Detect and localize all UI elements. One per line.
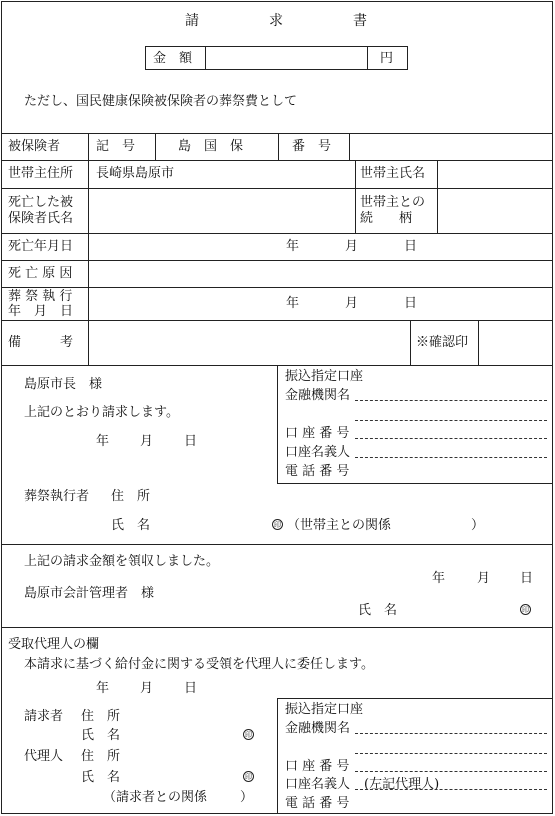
bank2-account-number-line[interactable] bbox=[355, 771, 547, 772]
claimant-address-label: 住 所 bbox=[81, 709, 121, 724]
proxy-section-title: 受取代理人の欄 bbox=[8, 637, 100, 652]
request-date-year: 年 bbox=[96, 434, 110, 449]
funeral-date-year: 年 bbox=[286, 296, 300, 311]
proxy-statement: 本請求に基づく給付金に関する受領を代理人に委任します。 bbox=[24, 657, 374, 672]
claimant-label: 請求者 bbox=[24, 709, 64, 724]
request-statement: 上記のとおり請求します。 bbox=[24, 405, 179, 420]
bank1-account-number-label: 口 座 番 号 bbox=[285, 426, 350, 441]
request-addressee: 島原市長 様 bbox=[24, 377, 103, 392]
bank1-title: 振込指定口座 bbox=[285, 369, 364, 384]
claimant-seal: 印 bbox=[245, 731, 252, 739]
bank1-institution-label: 金融機関名 bbox=[285, 388, 351, 403]
death-cause-label: 死 亡 原 因 bbox=[8, 266, 73, 281]
amount-field[interactable] bbox=[207, 48, 365, 68]
agent-label: 代理人 bbox=[24, 749, 64, 764]
receipt-name-field[interactable] bbox=[410, 600, 510, 620]
bank1-account-holder-label: 口座名義人 bbox=[285, 445, 351, 460]
kigo-value: 島 国 保 bbox=[178, 139, 244, 154]
executor-seal: 印 bbox=[274, 521, 281, 529]
remarks-field[interactable] bbox=[90, 322, 408, 363]
executor-relation-close: ） bbox=[471, 518, 485, 533]
bango-label: 番 号 bbox=[292, 139, 332, 154]
funeral-date-label-2: 年 月 日 bbox=[8, 304, 74, 319]
agent-relation-close: ） bbox=[240, 790, 254, 805]
agent-name-label: 氏 名 bbox=[81, 770, 121, 785]
proxy-date-year: 年 bbox=[96, 681, 110, 696]
deceased-label-2: 保険者氏名 bbox=[8, 211, 74, 226]
executor-address-field[interactable] bbox=[160, 486, 540, 506]
bank1-account-number-line[interactable] bbox=[355, 438, 547, 439]
bank2-institution-line[interactable] bbox=[355, 733, 547, 734]
bank2-phone-label: 電 話 番 号 bbox=[285, 796, 350, 811]
bank2-institution-label: 金融機関名 bbox=[285, 721, 351, 736]
deceased-name-field[interactable] bbox=[90, 190, 353, 231]
amount-unit: 円 bbox=[380, 51, 394, 66]
claimant-name-label: 氏 名 bbox=[81, 728, 121, 743]
relation-label-1: 世帯主との bbox=[360, 195, 426, 210]
bank2-account-holder-label: 口座名義人 bbox=[285, 777, 351, 792]
remarks-label: 備 考 bbox=[8, 335, 74, 350]
death-cause-field[interactable] bbox=[90, 262, 551, 285]
proxy-date-month: 月 bbox=[140, 681, 154, 696]
form-title: 請 求 書 bbox=[185, 13, 367, 29]
household-name-field[interactable] bbox=[439, 162, 551, 186]
receipt-date-year: 年 bbox=[432, 571, 446, 586]
household-name-label: 世帯主氏名 bbox=[360, 166, 426, 181]
bango-field[interactable] bbox=[351, 135, 551, 158]
proxy-date-day: 日 bbox=[184, 681, 198, 696]
death-date-day: 日 bbox=[404, 239, 418, 254]
receipt-date-day: 日 bbox=[520, 571, 534, 586]
bank2-account-holder-line[interactable] bbox=[355, 789, 547, 790]
executor-label: 葬祭執行者 bbox=[24, 489, 90, 504]
relation-field[interactable] bbox=[439, 190, 551, 231]
bank2-account-holder-note: (左記代理人) bbox=[364, 777, 440, 792]
agent-address-label: 住 所 bbox=[81, 749, 121, 764]
funeral-date-day: 日 bbox=[404, 296, 418, 311]
household-address-label: 世帯主住所 bbox=[8, 166, 74, 181]
agent-seal: 印 bbox=[245, 773, 252, 781]
funeral-date-month: 月 bbox=[345, 296, 359, 311]
bank1-institution-line[interactable] bbox=[355, 400, 547, 401]
executor-name-label: 氏 名 bbox=[111, 518, 151, 533]
receipt-name-label: 氏 名 bbox=[358, 603, 398, 618]
death-date-year: 年 bbox=[286, 239, 300, 254]
deceased-label-1: 死亡した被 bbox=[8, 195, 74, 210]
request-date-day: 日 bbox=[184, 434, 198, 449]
relation-label-2: 続 柄 bbox=[360, 211, 413, 226]
receipt-statement: 上記の請求金額を領収しました。 bbox=[24, 554, 220, 569]
bank1-institution-line-2[interactable] bbox=[355, 420, 547, 421]
bank2-institution-line-2[interactable] bbox=[355, 753, 547, 754]
bank1-account-holder-line[interactable] bbox=[355, 457, 547, 458]
amount-label: 金 額 bbox=[153, 51, 193, 66]
executor-relation-text: （世帯主との関係 bbox=[287, 518, 392, 533]
insured-label: 被保険者 bbox=[8, 139, 61, 154]
funeral-date-label-1: 葬 祭 執 行 bbox=[8, 289, 73, 304]
bank1-phone-label: 電 話 番 号 bbox=[285, 464, 350, 479]
kigo-label: 記 号 bbox=[96, 139, 136, 154]
death-date-label: 死亡年月日 bbox=[8, 239, 74, 254]
household-address-value: 長崎県島原市 bbox=[96, 166, 175, 181]
receipt-addressee: 島原市会計管理者 様 bbox=[24, 586, 155, 601]
bank2-title: 振込指定口座 bbox=[285, 702, 364, 717]
request-date-month: 月 bbox=[140, 434, 154, 449]
confirm-stamp-label: ※確認印 bbox=[416, 335, 469, 350]
receipt-date-month: 月 bbox=[477, 571, 491, 586]
bank2-account-number-label: 口 座 番 号 bbox=[285, 759, 350, 774]
death-date-month: 月 bbox=[345, 239, 359, 254]
executor-address-label: 住 所 bbox=[111, 489, 151, 504]
purpose-text: ただし、国民健康保険被保険者の葬祭費として bbox=[24, 94, 298, 109]
receipt-seal: 印 bbox=[522, 606, 529, 614]
agent-relation-text: （請求者との関係 bbox=[103, 790, 208, 805]
